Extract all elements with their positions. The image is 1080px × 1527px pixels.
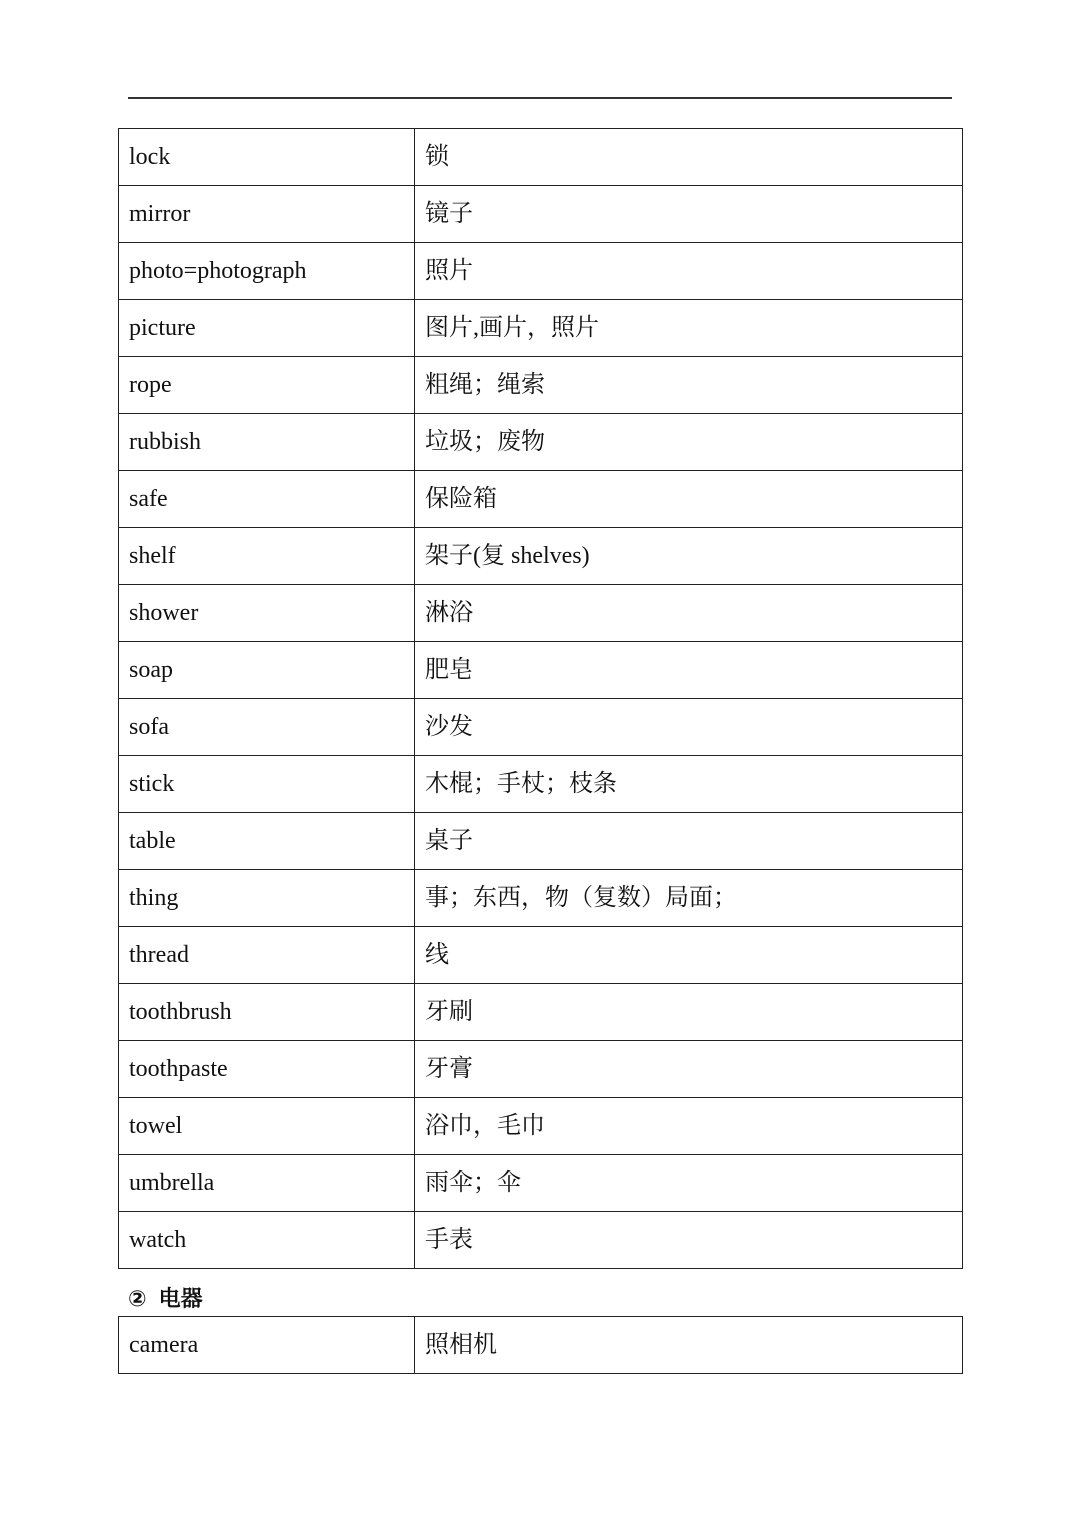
english-word: picture — [119, 300, 415, 357]
section-heading — [128, 1286, 203, 1314]
chinese-meaning: 牙刷 — [415, 984, 963, 1041]
table-row — [119, 300, 963, 357]
chinese-meaning: 手表 — [415, 1212, 963, 1269]
chinese-meaning: 雨伞；伞 — [415, 1155, 963, 1212]
chinese-meaning: 牙膏 — [415, 1041, 963, 1098]
table-row — [119, 1041, 963, 1098]
english-word: table — [119, 813, 415, 870]
english-word: lock — [119, 129, 415, 186]
table-row — [119, 984, 963, 1041]
table-row — [119, 357, 963, 414]
chinese-meaning: 浴巾，毛巾 — [415, 1098, 963, 1155]
header-rule — [128, 97, 952, 99]
english-word: thread — [119, 927, 415, 984]
english-word: soap — [119, 642, 415, 699]
table-row — [119, 699, 963, 756]
english-word: towel — [119, 1098, 415, 1155]
appliance-table — [118, 1316, 963, 1374]
chinese-meaning: 镜子 — [415, 186, 963, 243]
english-word: stick — [119, 756, 415, 813]
chinese-meaning: 锁 — [415, 129, 963, 186]
table-row — [119, 1317, 963, 1374]
english-word: camera — [119, 1317, 415, 1374]
table-row — [119, 585, 963, 642]
chinese-meaning: 保险箱 — [415, 471, 963, 528]
chinese-meaning: 桌子 — [415, 813, 963, 870]
english-word: rubbish — [119, 414, 415, 471]
chinese-meaning: 线 — [415, 927, 963, 984]
table-row — [119, 471, 963, 528]
table-row — [119, 129, 963, 186]
table-row — [119, 243, 963, 300]
chinese-meaning: 架子(复 shelves) — [415, 528, 963, 585]
chinese-meaning: 照片 — [415, 243, 963, 300]
table-row — [119, 813, 963, 870]
section-number: ② — [128, 1287, 147, 1312]
english-word: shower — [119, 585, 415, 642]
vocabulary-table — [118, 128, 963, 1269]
chinese-meaning: 淋浴 — [415, 585, 963, 642]
english-word: umbrella — [119, 1155, 415, 1212]
english-word: safe — [119, 471, 415, 528]
english-word: watch — [119, 1212, 415, 1269]
table-row — [119, 414, 963, 471]
english-word: shelf — [119, 528, 415, 585]
chinese-meaning: 沙发 — [415, 699, 963, 756]
table-row — [119, 1155, 963, 1212]
chinese-meaning: 木棍；手杖；枝条 — [415, 756, 963, 813]
english-word: rope — [119, 357, 415, 414]
english-word: toothbrush — [119, 984, 415, 1041]
section-title: 电器 — [158, 1287, 203, 1312]
english-word: sofa — [119, 699, 415, 756]
table-row — [119, 1098, 963, 1155]
table-row — [119, 642, 963, 699]
chinese-meaning: 垃圾；废物 — [415, 414, 963, 471]
table-row — [119, 870, 963, 927]
table-row — [119, 528, 963, 585]
chinese-meaning: 事；东西，物（复数）局面； — [415, 870, 963, 927]
english-word: photo=photograph — [119, 243, 415, 300]
english-word: thing — [119, 870, 415, 927]
chinese-meaning: 图片,画片，照片 — [415, 300, 963, 357]
table-row — [119, 186, 963, 243]
table-row — [119, 1212, 963, 1269]
english-word: mirror — [119, 186, 415, 243]
english-word: toothpaste — [119, 1041, 415, 1098]
table-row — [119, 927, 963, 984]
chinese-meaning: 肥皂 — [415, 642, 963, 699]
chinese-meaning: 粗绳；绳索 — [415, 357, 963, 414]
table-row — [119, 756, 963, 813]
chinese-meaning: 照相机 — [415, 1317, 963, 1374]
